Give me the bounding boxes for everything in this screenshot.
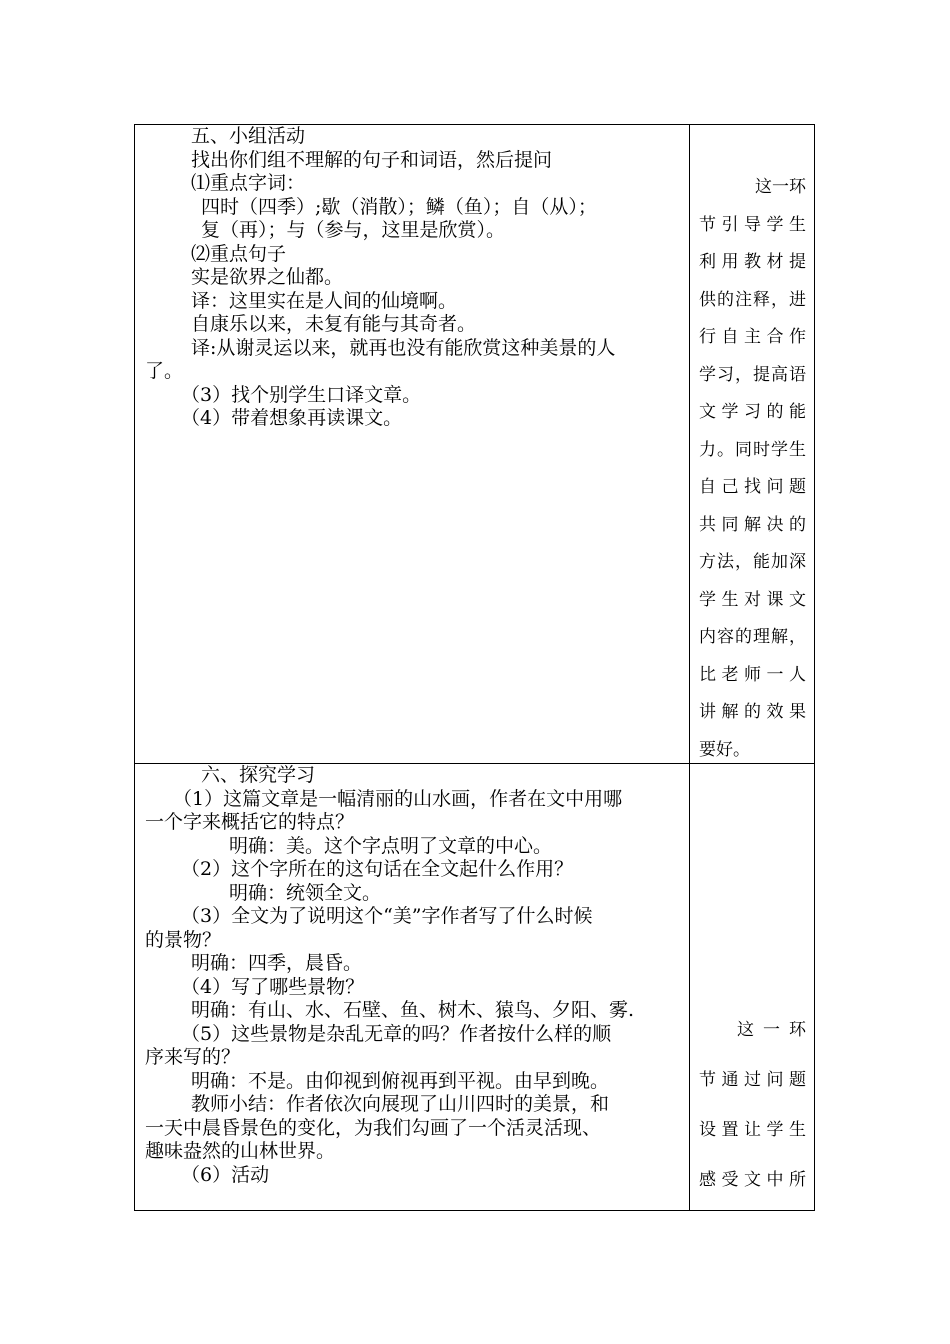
sentence-line: 自康乐以来，未复有能与其奇者。 bbox=[191, 313, 477, 335]
question-line: 一个字来概括它的特点？ bbox=[145, 811, 355, 833]
answer-line: 明确：有山、水、石壁、鱼、树木、猿鸟、夕阳、雾. bbox=[191, 999, 635, 1021]
question-line: （3）全文为了说明这个“美”字作者写了什么时候 bbox=[181, 905, 593, 927]
translation-line: 了。 bbox=[145, 360, 184, 382]
note-line: 行自主合作 bbox=[699, 327, 806, 347]
step-line: （3）找个别学生口译文章。 bbox=[181, 383, 422, 406]
lesson-plan-table bbox=[134, 124, 815, 1211]
section-inquiry-learning bbox=[135, 764, 689, 1187]
vocab-line: 复（再）；与（参与，这里是欣赏）。 bbox=[201, 219, 506, 241]
answer-line: 明确：统领全文。 bbox=[229, 881, 382, 904]
note-line: 学生对课文 bbox=[699, 589, 806, 610]
note-line: 自己找问题 bbox=[699, 477, 806, 497]
note-inquiry-learning bbox=[690, 1005, 814, 1205]
vocab-line: 四时（四季）;歇（消散）；鳞（鱼）；自（从）； bbox=[201, 195, 597, 218]
summary-line: 一天中晨昏景色的变化，为我们勾画了一个活灵活现、 bbox=[145, 1116, 602, 1139]
note-line: 共同解决的 bbox=[699, 514, 806, 535]
translation-line: 译:从谢灵运以来，就再也没有能欣赏这种美景的人 bbox=[191, 336, 616, 359]
answer-line: 明确：美。这个字点明了文章的中心。 bbox=[229, 834, 553, 857]
note-line: 供的注释，进 bbox=[699, 289, 806, 310]
note-line: 方法，能加深 bbox=[699, 552, 806, 572]
text-line: 找出你们组不理解的句子和词语，然后提问 bbox=[191, 148, 553, 171]
subheading: ⑵重点句子 bbox=[191, 242, 287, 265]
question-line: （2）这个字所在的这句话在全文起什么作用？ bbox=[181, 858, 574, 880]
section-heading: 五、小组活动 bbox=[191, 125, 306, 147]
note-line: 要好。 bbox=[699, 739, 750, 760]
note-line: 节通过问题 bbox=[699, 1070, 806, 1090]
note-line: 节引导学生 bbox=[699, 214, 806, 235]
question-line: （4）写了哪些景物？ bbox=[181, 975, 365, 998]
subheading: ⑴重点字词： bbox=[191, 172, 306, 194]
note-line: 力。同时学生 bbox=[699, 439, 806, 460]
question-line: （5）这些景物是杂乱无章的吗？作者按什么样的顺 bbox=[181, 1022, 612, 1045]
sentence-line: 实是欲界之仙都。 bbox=[191, 266, 344, 288]
question-line: 序来写的？ bbox=[145, 1046, 241, 1068]
note-line: 感受文中所 bbox=[699, 1170, 806, 1190]
answer-line: 明确：不是。由仰视到俯视再到平视。由早到晚。 bbox=[191, 1069, 610, 1092]
step-line: （6）活动 bbox=[181, 1163, 270, 1186]
question-line: （1）这篇文章是一幅清丽的山水画，作者在文中用哪 bbox=[173, 787, 623, 810]
note-line: 这一环 bbox=[737, 1020, 806, 1040]
section-group-activity bbox=[135, 125, 689, 431]
summary-line: 教师小结：作者依次向展现了山川四时的美景，和 bbox=[191, 1093, 610, 1115]
step-line: （4）带着想象再读课文。 bbox=[181, 407, 403, 429]
note-line: 设置让学生 bbox=[699, 1120, 806, 1140]
answer-line: 明确：四季，晨昏。 bbox=[191, 952, 363, 974]
note-line: 利用教材提 bbox=[699, 252, 806, 272]
note-line: 比老师一人 bbox=[699, 664, 806, 685]
question-line: 的景物？ bbox=[145, 928, 222, 951]
summary-line: 趣味盎然的山林世界。 bbox=[145, 1140, 336, 1162]
translation-line: 译：这里实在是人间的仙境啊。 bbox=[191, 289, 458, 312]
section-heading: 六、探究学习 bbox=[201, 764, 316, 786]
note-line: 内容的理解， bbox=[699, 627, 806, 647]
note-line: 这一环 bbox=[755, 177, 806, 197]
note-group-activity bbox=[690, 169, 814, 769]
note-line: 文学习的能 bbox=[699, 402, 806, 422]
note-line: 讲解的效果 bbox=[699, 702, 806, 722]
note-line: 学习，提高语 bbox=[699, 364, 806, 385]
